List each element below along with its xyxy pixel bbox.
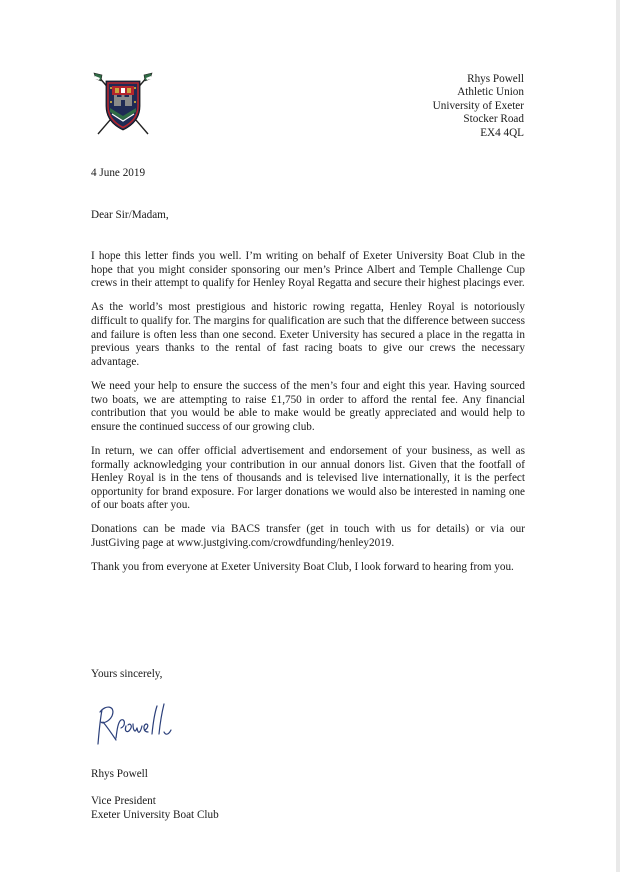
paragraph-request: We need your help to ensure the success of the men’s four and eight this year. Having sourced two boats, we are attempting to raise £1,750 in order to afford the rental fee. Any financial contribution that you would be able to make would be greatly appreciated and would help to ensure the continued success of our growing club.: [91, 379, 525, 433]
sender-postcode: EX4 4QL: [480, 126, 524, 139]
paragraph-benefits: In return, we can offer official advertisement and endorsement of your business, as well as formally acknowledging your contribution in our annual donors list. Given that the footfall of Henley Royal is in the tens of thousands and is televised live internationally, it is the perfect opportunity for brand exposure. For larger donations we would also be interested in naming one of our boats after you.: [91, 444, 525, 512]
sender-street: Stocker Road: [463, 113, 524, 126]
paragraph-thanks: Thank you from everyone at Exeter University Boat Club, I look forward to hearing from you.: [91, 561, 514, 574]
sender-department: Athletic Union: [457, 86, 524, 99]
page-edge-shadow: [616, 0, 620, 872]
paragraph-donations: Donations can be made via BACS transfer (get in touch with us for details) or via our JustGiving page at www.justgiving.com/crowdfunding/henley2019.: [91, 523, 525, 550]
closing: Yours sincerely,: [91, 668, 163, 680]
paragraph-intro: I hope this letter finds you well. I’m writing on behalf of Exeter University Boat Club in the hope that you might consider sponsoring our men’s Prince Albert and Temple Challenge Cup crews in their attempt to qualify for Henley Royal Regatta and secure their highest placings ever.: [91, 250, 525, 290]
letter-date: 4 June 2019: [91, 167, 146, 179]
sender-institution: University of Exeter: [432, 99, 524, 112]
club-crest-logo: [92, 72, 154, 138]
signature-image: [90, 698, 180, 750]
sender-name: Rhys Powell: [467, 73, 524, 85]
paragraph-regatta: As the world’s most prestigious and historic rowing regatta, Henley Royal is notoriously difficult to qualify for. The margins for qualification are such that the difference between success and failure is often less than one second. Exeter University has secured a place in the regatta in previous years thanks to the rental of fast racing boats to give our crews the necessary advantage.: [91, 301, 525, 368]
signer-title: Vice President: [91, 795, 156, 807]
salutation: Dear Sir/Madam,: [91, 209, 169, 221]
signer-organization: Exeter University Boat Club: [91, 808, 219, 821]
signer-role: [91, 795, 219, 822]
sender-address: [433, 73, 524, 140]
letter-body: [91, 250, 525, 585]
signer-name: Rhys Powell: [91, 768, 148, 780]
